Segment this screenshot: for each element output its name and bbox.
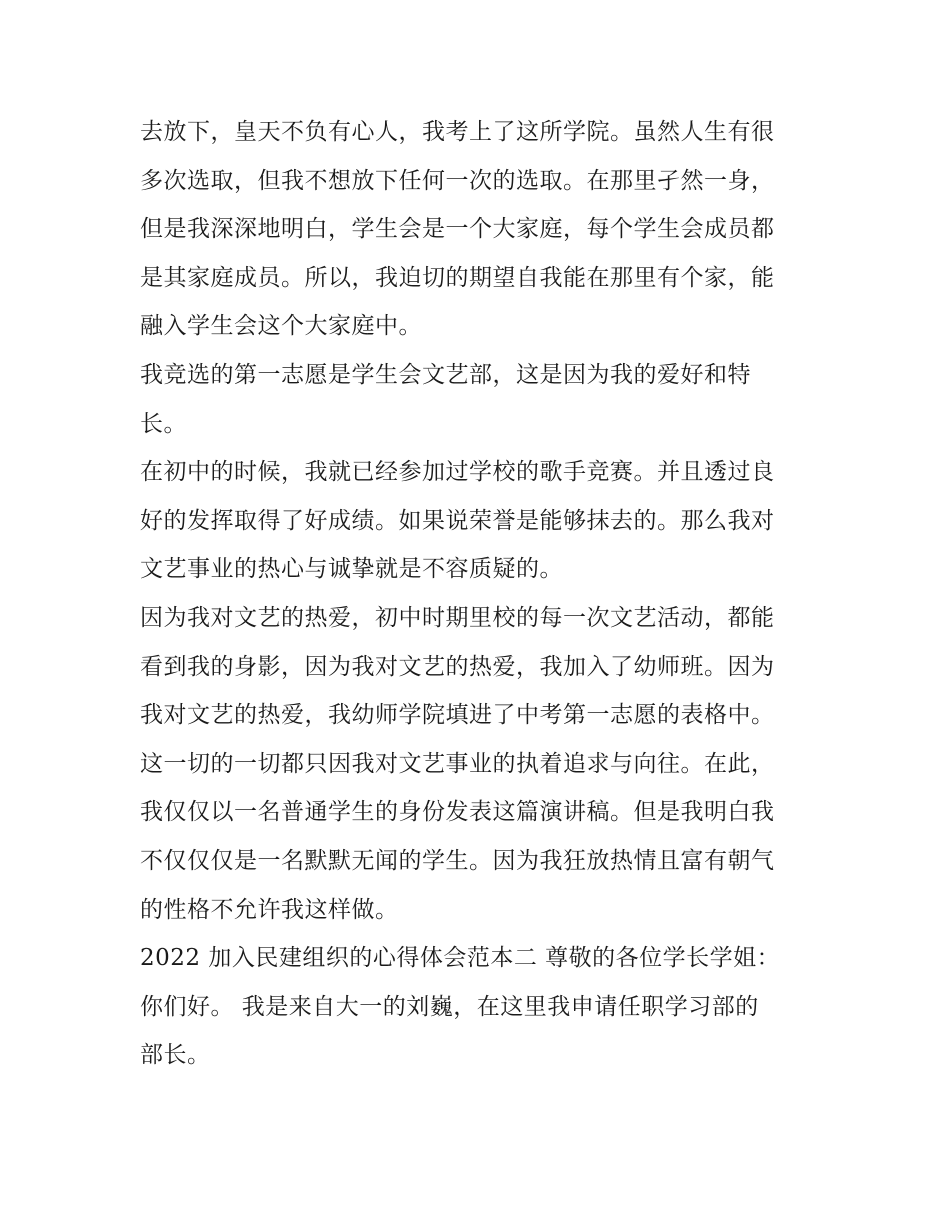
text-line: 我仅仅以一名普通学生的身份发表这篇演讲稿。但是我明白我 [140, 799, 775, 826]
text-line: 好的发挥取得了好成绩。如果说荣誉是能够抹去的。那么我对 [140, 507, 775, 534]
text-line: 是其家庭成员。所以，我迫切的期望自我能在那里有个家，能 [140, 264, 775, 291]
text-line: 部长。 [140, 1042, 211, 1069]
text-line: 的性格不允许我这样做。 [140, 896, 399, 923]
text-line: 文艺事业的热心与诚挚就是不容质疑的。 [140, 556, 563, 583]
text-line: 但是我深深地明白，学生会是一个大家庭，每个学生会成员都 [140, 216, 775, 243]
text-line: 因为我对文艺的热爱，初中时期里校的每一次文艺活动，都能 [140, 604, 775, 631]
text-line: 在初中的时候，我就已经参加过学校的歌手竞赛。并且透过良 [140, 459, 775, 486]
text-line: 融入学生会这个大家庭中。 [140, 313, 422, 340]
document-body [140, 108, 820, 1080]
text-line: 多次选取，但我不想放下任何一次的选取。在那里孑然一身， [140, 167, 775, 194]
text-line: 看到我的身影，因为我对文艺的热爱，我加入了幼师班。因为 [140, 653, 775, 680]
text-line: 你们好。 我是来自大一的刘巍，在这里我申请任职学习部的 [140, 993, 759, 1020]
text-line: 我对文艺的热爱，我幼师学院填进了中考第一志愿的表格中。 [140, 702, 775, 729]
text-line: 我竞选的第一志愿是学生会文艺部，这是因为我的爱好和特 [140, 361, 751, 388]
text-line: 这一切的一切都只因我对文艺事业的执着追求与向往。在此， [140, 750, 775, 777]
text-line: 不仅仅仅是一名默默无闻的学生。因为我狂放热情且富有朝气 [140, 847, 775, 874]
text-line: 去放下，皇天不负有心人，我考上了这所学院。虽然人生有很 [140, 119, 775, 145]
text-line: 长。 [140, 410, 187, 437]
text-line: 2022 加入民建组织的心得体会范本二 尊敬的各位学长学姐： [140, 945, 781, 972]
